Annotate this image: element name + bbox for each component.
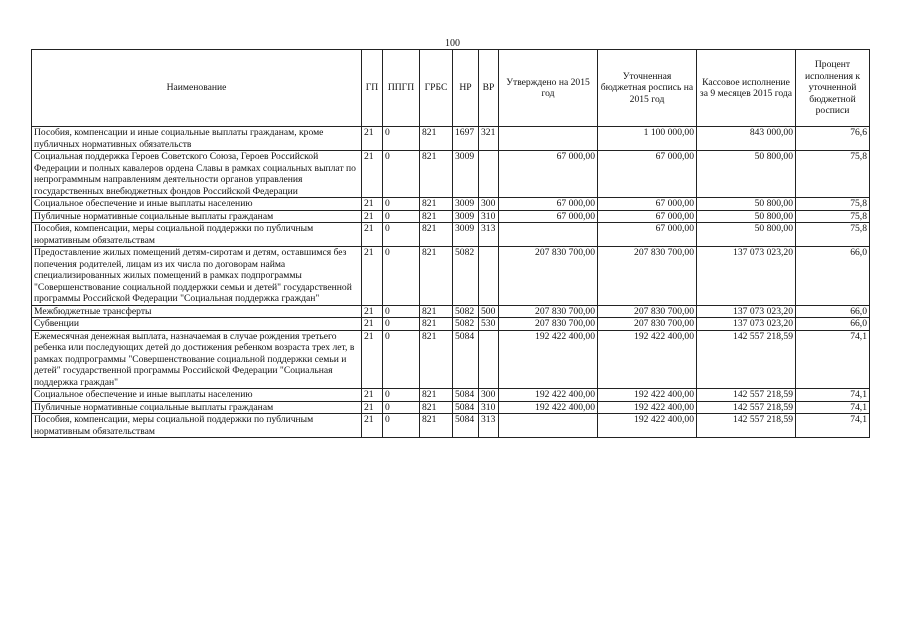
cell-gp: 21 [362, 198, 383, 211]
table-header-row [32, 50, 870, 127]
cell-name: Публичные нормативные социальные выплаты гражданам [32, 210, 362, 223]
header-vr: ВР [479, 50, 499, 127]
cell-approved: 207 830 700,00 [499, 247, 598, 306]
cell-clarified: 207 830 700,00 [598, 247, 697, 306]
cell-ppgp: 0 [383, 318, 420, 331]
table-row [32, 151, 870, 198]
cell-vr: 310 [479, 210, 499, 223]
cell-name: Пособия, компенсации, меры социальной поддержки по публичным нормативным обязательствам [32, 223, 362, 247]
table-row [32, 223, 870, 247]
cell-percent: 66,0 [796, 247, 870, 306]
cell-ppgp: 0 [383, 247, 420, 306]
cell-vr [479, 247, 499, 306]
cell-approved: 192 422 400,00 [499, 389, 598, 402]
cell-name: Социальная поддержка Героев Советского Союза, Героев Российской Федерации и полных кавалеров ордена Славы в рамках социальных выплат по непрограммным направлениям деятельности органов управления государственных внебюджетных фондов Российской Федерации [32, 151, 362, 198]
cell-percent: 74,1 [796, 389, 870, 402]
cell-grbs: 821 [420, 151, 453, 198]
cell-clarified: 192 422 400,00 [598, 401, 697, 414]
header-np: НР [453, 50, 479, 127]
cell-grbs: 821 [420, 389, 453, 402]
cell-name: Предоставление жилых помещений детям-сиротам и детям, оставшимся без попечения родителей, лицам из их числа по договорам найма специализированных жилых помещений в рамках подпрограммы "Совершенствование социальной поддержки семьи и детей" государственной программы Российской Федерации "Социальная поддержка граждан" [32, 247, 362, 306]
cell-approved: 67 000,00 [499, 210, 598, 223]
cell-name: Ежемесячная денежная выплата, назначаемая в случае рождения третьего ребенка или последующих детей до достижения ребенком возраста трех лет, в рамках подпрограммы "Совершенствование социальной поддержки семьи и детей" государственной программы Российской Федерации "Социальная поддержка граждан" [32, 330, 362, 389]
cell-clarified: 67 000,00 [598, 198, 697, 211]
cell-approved [499, 223, 598, 247]
cell-percent: 74,1 [796, 401, 870, 414]
cell-percent: 74,1 [796, 330, 870, 389]
header-grbs: ГРБС [420, 50, 453, 127]
cell-np: 3009 [453, 223, 479, 247]
table-row [32, 389, 870, 402]
header-clarified: Уточненная бюджетная роспись на 2015 год [598, 50, 697, 127]
cell-vr: 500 [479, 305, 499, 318]
cell-gp: 21 [362, 151, 383, 198]
cell-cash: 142 557 218,59 [697, 401, 796, 414]
cell-approved: 207 830 700,00 [499, 318, 598, 331]
table-row [32, 330, 870, 389]
cell-gp: 21 [362, 330, 383, 389]
cell-clarified: 67 000,00 [598, 210, 697, 223]
cell-cash: 50 800,00 [697, 198, 796, 211]
cell-name: Социальное обеспечение и иные выплаты населению [32, 389, 362, 402]
cell-ppgp: 0 [383, 389, 420, 402]
table-row [32, 127, 870, 151]
cell-name: Межбюджетные трансферты [32, 305, 362, 318]
cell-clarified: 192 422 400,00 [598, 389, 697, 402]
cell-vr: 313 [479, 223, 499, 247]
cell-gp: 21 [362, 210, 383, 223]
cell-ppgp: 0 [383, 401, 420, 414]
cell-clarified: 67 000,00 [598, 151, 697, 198]
cell-clarified: 207 830 700,00 [598, 305, 697, 318]
cell-percent: 66,0 [796, 305, 870, 318]
cell-ppgp: 0 [383, 127, 420, 151]
cell-cash: 50 800,00 [697, 223, 796, 247]
cell-np: 5084 [453, 389, 479, 402]
cell-gp: 21 [362, 401, 383, 414]
cell-clarified: 192 422 400,00 [598, 330, 697, 389]
cell-ppgp: 0 [383, 223, 420, 247]
cell-percent: 74,1 [796, 414, 870, 438]
table-row [32, 318, 870, 331]
table-row [32, 247, 870, 306]
cell-np: 5082 [453, 305, 479, 318]
cell-cash: 137 073 023,20 [697, 305, 796, 318]
cell-cash: 50 800,00 [697, 210, 796, 223]
cell-ppgp: 0 [383, 330, 420, 389]
cell-approved: 192 422 400,00 [499, 330, 598, 389]
cell-name: Субвенции [32, 318, 362, 331]
cell-gp: 21 [362, 223, 383, 247]
header-ppgp: ППГП [383, 50, 420, 127]
header-approved: Утверждено на 2015 год [499, 50, 598, 127]
header-percent: Процент исполнения к уточненной бюджетной росписи [796, 50, 870, 127]
cell-grbs: 821 [420, 210, 453, 223]
cell-clarified: 67 000,00 [598, 223, 697, 247]
cell-approved: 207 830 700,00 [499, 305, 598, 318]
cell-gp: 21 [362, 247, 383, 306]
cell-grbs: 821 [420, 318, 453, 331]
cell-np: 5084 [453, 330, 479, 389]
cell-np: 5084 [453, 401, 479, 414]
cell-grbs: 821 [420, 127, 453, 151]
cell-name: Пособия, компенсации и иные социальные выплаты гражданам, кроме публичных нормативных обязательств [32, 127, 362, 151]
cell-cash: 137 073 023,20 [697, 247, 796, 306]
cell-cash: 50 800,00 [697, 151, 796, 198]
cell-np: 1697 [453, 127, 479, 151]
cell-grbs: 821 [420, 330, 453, 389]
cell-ppgp: 0 [383, 198, 420, 211]
cell-vr: 530 [479, 318, 499, 331]
cell-approved: 67 000,00 [499, 151, 598, 198]
cell-name: Социальное обеспечение и иные выплаты населению [32, 198, 362, 211]
cell-grbs: 821 [420, 305, 453, 318]
cell-vr [479, 151, 499, 198]
cell-approved: 67 000,00 [499, 198, 598, 211]
cell-percent: 75,8 [796, 210, 870, 223]
header-name: Наименование [32, 50, 362, 127]
cell-np: 3009 [453, 210, 479, 223]
cell-percent: 75,8 [796, 151, 870, 198]
cell-grbs: 821 [420, 401, 453, 414]
table-row [32, 305, 870, 318]
cell-clarified: 192 422 400,00 [598, 414, 697, 438]
cell-approved: 192 422 400,00 [499, 401, 598, 414]
cell-grbs: 821 [420, 223, 453, 247]
cell-vr: 300 [479, 389, 499, 402]
cell-gp: 21 [362, 127, 383, 151]
table-row [32, 210, 870, 223]
table-row [32, 414, 870, 438]
table-body [32, 127, 870, 438]
cell-percent: 75,8 [796, 198, 870, 211]
cell-ppgp: 0 [383, 210, 420, 223]
cell-np: 5084 [453, 414, 479, 438]
cell-vr: 321 [479, 127, 499, 151]
page-number: 100 [445, 38, 460, 49]
cell-vr: 310 [479, 401, 499, 414]
cell-gp: 21 [362, 414, 383, 438]
cell-np: 5082 [453, 318, 479, 331]
cell-cash: 843 000,00 [697, 127, 796, 151]
cell-np: 3009 [453, 151, 479, 198]
cell-approved [499, 414, 598, 438]
cell-cash: 137 073 023,20 [697, 318, 796, 331]
cell-ppgp: 0 [383, 305, 420, 318]
cell-gp: 21 [362, 389, 383, 402]
budget-execution-table [31, 49, 870, 438]
cell-gp: 21 [362, 318, 383, 331]
cell-ppgp: 0 [383, 414, 420, 438]
table-row [32, 198, 870, 211]
cell-grbs: 821 [420, 247, 453, 306]
cell-cash: 142 557 218,59 [697, 414, 796, 438]
cell-percent: 75,8 [796, 223, 870, 247]
cell-cash: 142 557 218,59 [697, 389, 796, 402]
cell-clarified: 1 100 000,00 [598, 127, 697, 151]
cell-grbs: 821 [420, 198, 453, 211]
cell-vr [479, 330, 499, 389]
cell-vr: 300 [479, 198, 499, 211]
header-cash: Кассовое исполнение за 9 месяцев 2015 года [697, 50, 796, 127]
cell-approved [499, 127, 598, 151]
table-row [32, 401, 870, 414]
cell-cash: 142 557 218,59 [697, 330, 796, 389]
cell-percent: 76,6 [796, 127, 870, 151]
cell-vr: 313 [479, 414, 499, 438]
cell-name: Пособия, компенсации, меры социальной поддержки по публичным нормативным обязательствам [32, 414, 362, 438]
cell-np: 5082 [453, 247, 479, 306]
cell-ppgp: 0 [383, 151, 420, 198]
header-gp: ГП [362, 50, 383, 127]
cell-percent: 66,0 [796, 318, 870, 331]
cell-grbs: 821 [420, 414, 453, 438]
cell-gp: 21 [362, 305, 383, 318]
cell-np: 3009 [453, 198, 479, 211]
cell-name: Публичные нормативные социальные выплаты гражданам [32, 401, 362, 414]
cell-clarified: 207 830 700,00 [598, 318, 697, 331]
